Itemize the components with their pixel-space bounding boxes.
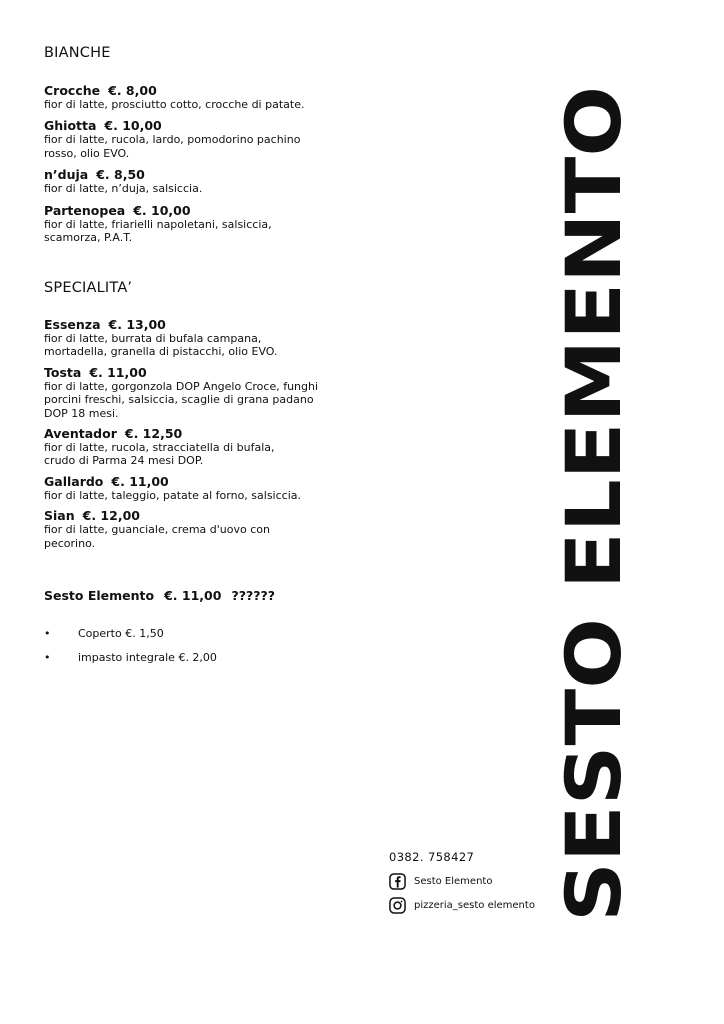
item-name: Aventador [44,426,117,442]
item-name: Crocche [44,83,101,98]
menu-item [44,317,344,359]
special-name: Sesto Elemento [44,588,155,603]
facebook-link[interactable] [389,869,535,893]
item-name: Partenopea [44,202,126,218]
facebook-label: Sesto Elemento [414,875,493,887]
special-note: ?????? [231,588,275,603]
item-price: €. 12,00 [82,508,140,524]
section-title-bianche: BIANCHE [44,45,111,61]
item-price: €. 12,50 [124,426,183,442]
instagram-icon [389,897,406,914]
item-name: Ghiotta [44,118,97,134]
item-price: €. 11,00 [89,364,147,380]
brand-wordmark: SESTO ELEMENTO [549,157,638,922]
special-price: €. 11,00 [164,588,222,603]
item-price: €. 8,50 [96,167,145,183]
menu-item [44,83,344,111]
item-name: Essenza [44,317,101,332]
extras-list [44,626,217,674]
list-item [44,650,217,674]
facebook-icon [389,873,406,890]
item-description: fior di latte, n’duja, salsiccia. [44,182,203,196]
section-title-specialita: SPECIALITA’ [44,280,133,296]
item-description: fior di latte, gorgonzola DOP Angelo Croce, funghi porcini freschi, salsiccia, scaglie di grana padano DOP 18 mesi. [44,379,319,420]
item-description: fior di latte, burrata di bufala campana, mortadella, granella di pistacchi, olio EVO. [44,332,278,359]
item-description: fior di latte, prosciutto cotto, crocche di patate. [44,98,305,111]
menu-item [44,203,344,245]
item-name: Tosta [44,364,82,380]
menu-item [44,474,344,502]
item-description: fior di latte, guanciale, crema d'uovo con pecorino. [44,523,270,550]
list-item [44,626,217,650]
item-name: n’duja [44,167,89,183]
menu-item [44,365,344,420]
item-price: €. 11,00 [111,473,169,489]
menu-list-bianche [44,83,344,244]
bullet-icon: • [44,627,51,640]
menu-item [44,508,344,550]
item-description: fior di latte, friarielli napoletani, salsiccia, scamorza, P.A.T. [44,217,272,245]
menu-item [44,426,344,468]
item-description: fior di latte, taleggio, patate al forno, salsiccia. [44,488,301,502]
item-price: €. 10,00 [133,202,191,218]
instagram-link[interactable] [389,893,535,917]
item-name: Sian [44,508,75,524]
contact-info [389,850,535,917]
item-price: €. 8,00 [108,83,157,98]
special-pizza [44,588,275,603]
item-name: Gallardo [44,473,104,489]
item-price: €. 10,00 [104,118,162,134]
menu-list-specialita [44,317,344,550]
bullet-icon: • [44,651,51,664]
extra-text: impasto integrale €. 2,00 [78,651,217,664]
menu-item [44,118,344,160]
phone-number[interactable]: 0382. 758427 [389,850,475,864]
menu-item [44,167,344,195]
instagram-label: pizzeria_sesto elemento [414,899,535,911]
item-description: fior di latte, rucola, stracciatella di bufala, crudo di Parma 24 mesi DOP. [44,441,275,468]
brand-logo [549,84,638,924]
item-price: €. 13,00 [108,317,166,332]
item-description: fior di latte, rucola, lardo, pomodorino pachino rosso, olio EVO. [44,133,301,160]
extra-text: Coperto €. 1,50 [78,627,164,640]
